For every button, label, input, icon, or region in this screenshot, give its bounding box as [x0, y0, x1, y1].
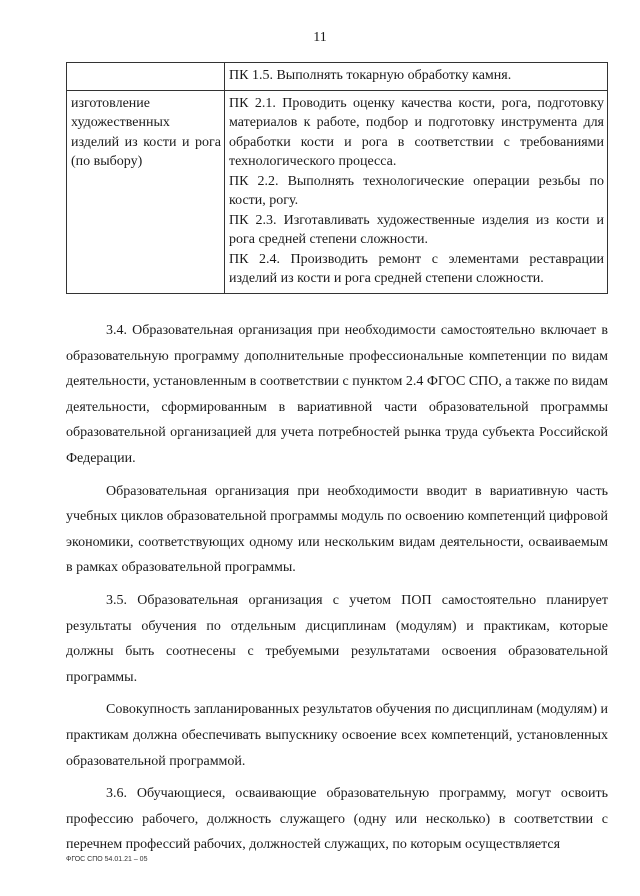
table-row	[67, 90, 608, 293]
body-text	[66, 318, 608, 865]
competency-cell	[225, 63, 608, 91]
footer-document-code: ФГОС СПО 54.01.21 – 05	[66, 856, 148, 863]
competency-cell	[225, 90, 608, 293]
activity-cell	[67, 63, 225, 91]
competencies-table	[66, 62, 608, 294]
competency-item: ПК 2.1. Проводить оценку качества кости, рога, подготовку материалов к работе, подбор и подготовку инструмента для обработки кости и рога в соответствии с требованиями технологического процесса.	[229, 95, 604, 169]
table-row	[67, 63, 608, 91]
paragraph: 3.4. Образовательная организация при необходимости самостоятельно включает в образовательную программу дополнительные профессиональные компетенции по видам деятельности, установленным в соответствии с пунктом 2.4 ФГОС СПО, а также по видам деятельности, сформированным в вариативной части образовательной программы образовательной организацией для учета потребностей рынка труда субъекта Российской Федерации.	[66, 323, 608, 466]
paragraph: Образовательная организация при необходимости вводит в вариативную часть учебных циклов образовательной программы модуль по освоению компетенций цифровой экономики, соответствующих одному или нескольким видам деятельности, осваиваемым в рамках образовательной программы.	[66, 483, 608, 576]
activity-name: изготовление художественных изделий из кости и рога (по выбору)	[71, 95, 221, 169]
competency-item: ПК 2.3. Изготавливать художественные изделия из кости и рога средней степени сложности.	[229, 212, 604, 247]
activity-cell	[67, 90, 225, 293]
paragraph: 3.6. Обучающиеся, осваивающие образовательную программу, могут освоить профессию рабочего, должность служащего (одну или несколько) в соответствии с перечнем профессий рабочих, должностей служащих, по которым осуществляется	[66, 786, 608, 853]
competency-item: ПК 2.2. Выполнять технологические операции резьбы по кости, рогу.	[229, 173, 604, 208]
competency-item: ПК 1.5. Выполнять токарную обработку камня.	[229, 68, 512, 83]
paragraph: 3.5. Образовательная организация с учетом ПОП самостоятельно планирует результаты обучения по отдельным дисциплинам (модулям) и практикам, которые должны быть соотнесены с требуемыми результатами освоения образовательной программы.	[66, 592, 608, 685]
paragraph: Совокупность запланированных результатов обучения по дисциплинам (модулям) и практикам должна обеспечивать выпускнику освоение всех компетенций, установленных образовательной программой.	[66, 702, 608, 769]
page-number: 11	[313, 30, 327, 45]
competency-item: ПК 2.4. Производить ремонт с элементами реставрации изделий из кости и рога средней степени сложности.	[229, 251, 604, 286]
